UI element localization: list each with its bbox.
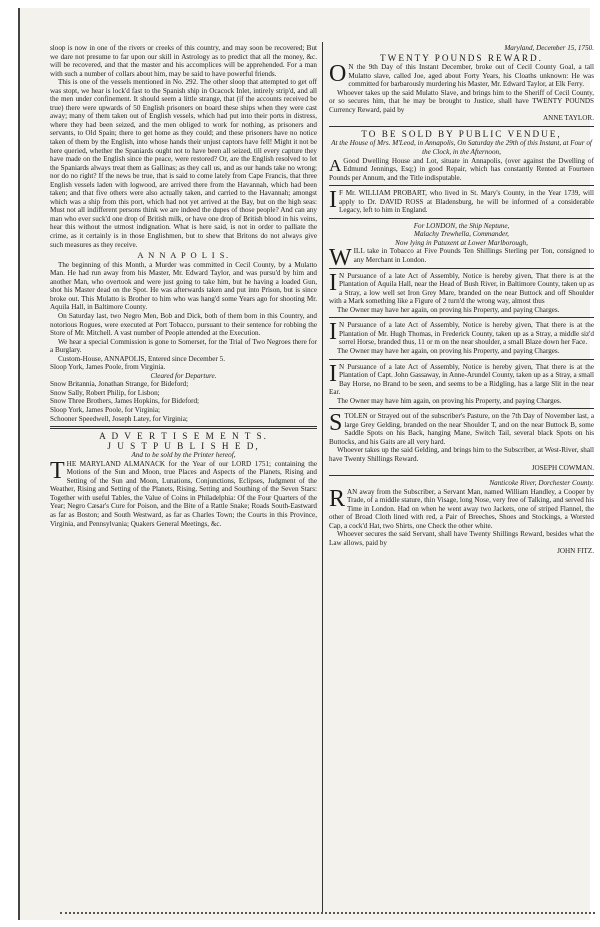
london-ad: WILL take in Tobacco at Five Pounds Ten Shillings Sterling per Ton, consigned to any Merchant in London. bbox=[329, 245, 594, 272]
drop-cap: R bbox=[329, 485, 346, 512]
reward-ad: O N the 9th Day of this Instant December, broke out of Cecil County Goal, a tall Mulatto slave, called Joe, aged about Forty Years, his Cloaths unknown: He was committed for barbarously murdering his Master, Mr. Edward Taylor, at Elk Ferry. bbox=[329, 61, 594, 89]
stolen-signature: JOSEPH COWMAN. bbox=[531, 463, 594, 472]
divider bbox=[329, 268, 594, 269]
london-heading: For LONDON, the Ship Neptune, bbox=[413, 221, 510, 230]
almanack-text: HE MARYLAND ALMANACK for the Year of our LORD 1751; containing the Motions of the Sun and Moon, true Places and Aspects of the Planets, Rising and Setting of the Sun and Moon, Lunations, Conjunctions, Eclipses, Judgment of the Weather, Rising and Setting of the Planets, Rising, Setting and Southing of the Seven Stars: Together with useful Tables, the Value of Coins in Philadelphia: Of the Four Quarters of the Year; Negro Cæsar's Cure for Poison, and the Bite of a Rattle Snake; Roads South-Eastward as far as Boston; and South Westward, as far as Charles Town; the Courts in this Province, Virginia, and Pennsylvania; Quakers General Meetings, &c. bbox=[50, 459, 317, 528]
drop-cap: I bbox=[329, 319, 337, 346]
divider bbox=[329, 317, 594, 318]
stolen-ad: STOLEN or Strayed out of the subscriber's Pasture, on the 7th Day of November last, a large Grey Gelding, branded on the near Shoulder T, and on the near Buttock B, some Saddle Spots on his Back, hanging Mane, Switch Tail, several black Spots on his Buttocks, and his Gaits are all very hard. bbox=[329, 410, 594, 446]
stray-owner: The Owner may have her again, on proving his Property, and paying Charges. bbox=[337, 305, 560, 314]
drop-cap: T bbox=[50, 457, 65, 484]
divider bbox=[329, 126, 594, 127]
cleared-heading: Cleared for Departure. bbox=[150, 371, 217, 380]
vendue-title: TO BE SOLD BY PUBLIC VENDUE, bbox=[361, 128, 562, 139]
reward-whoever: Whoever takes up the said Mulatto Slave, and brings him to the Sheriff of Cecil County, or so secures him, that he may be brought to Justice, shall have TWENTY POUNDS Currency Reward, paid by bbox=[329, 88, 594, 114]
drop-cap: I bbox=[329, 360, 337, 387]
vendue-ad: A Good Dwelling House and Lot, situate in Annapolis, (over against the Dwelling of Edmund Jennings, Esq;) in good Repair, which has constantly Rented at Fourteen Pounds per Annum, and the Title indisputable. bbox=[329, 155, 594, 182]
stray-owner: The Owner may have him again, on proving his Property, and paying Charges. bbox=[337, 396, 562, 405]
divider bbox=[329, 408, 594, 409]
cleared-item: Snow Britannia, Jonathan Strange, for Bideford; bbox=[50, 380, 189, 389]
runaway-signature: JOHN FITZ. bbox=[557, 547, 594, 556]
news-paragraph: The beginning of this Month, a Murder was committed in Cecil County, by a Mulatto Man. He had run away from his Master, Mr. Edward Taylor, and was pursu'd by him and another Man, who overtook and were just going to take him, but he having a loaded Gun, shot his Master dead on the Spot. He was afterwards taken and put into Prison, but is since broke out. This Mulatto is Brother to him who was hang'd some Years ago for shooting Mr. Aquila Hall, in Baltimore County. bbox=[50, 260, 317, 312]
stolen-whoever: Whoever takes up the said Gelding, and brings him to the Subscriber, at West-River, shall have Twenty Shillings Reward. bbox=[329, 446, 594, 463]
divider bbox=[329, 185, 594, 186]
london-location: Now lying in Patuxent at Lower Marlborough, bbox=[395, 238, 528, 247]
drop-cap: I bbox=[329, 187, 337, 214]
cleared-item: Sloop York, James Poole, for Virginia; bbox=[50, 405, 160, 414]
cleared-item: Schooner Speedwell, Joseph Latey, for Virginia; bbox=[50, 414, 188, 423]
divider bbox=[50, 426, 317, 429]
drop-cap: A bbox=[329, 155, 342, 175]
news-paragraph: sloop is now in one of the rivers or creeks of this country, and may soon be recovered; But we dare not presume to far upon our skill in Astrology as to predict that all the money, &c. will be recovered, and that the master and his accomplices will be apprehended. For a man with such a number of collars about him, may be said to have powerful friends. bbox=[50, 44, 317, 78]
news-paragraph: We hear a special Commission is gone to Somerset, for the Trial of Two Negroes there for a Burglary. bbox=[50, 337, 317, 355]
drop-cap: S bbox=[329, 410, 343, 437]
news-paragraph: On Saturday last, two Negro Men, Bob and Dick, both of them born in this Country, and notorious Rogues, were executed at Port Tobacco, pursuant to their sentence for robbing the Store of Mr. Mitchell. A vast number of People attended at the Execution. bbox=[50, 311, 317, 338]
runaway-whoever: Whoever secures the said Servant, shall have Twenty Shillings Reward, besides what the Law allows, paid by bbox=[329, 530, 594, 547]
left-column bbox=[50, 44, 317, 528]
drop-cap: W bbox=[329, 245, 352, 272]
stray-notice: I N Pursuance of a late Act of Assembly, Notice is hereby given, That there is at the Plantation of Capt. John Gassaway, in Anne-Arundel County, taken up as a Stray, a small Bay Horse, no Brand to be seen, and seems to be a Ridgling, has a large Slit in the near Ear. bbox=[329, 360, 594, 397]
drop-cap: O bbox=[329, 61, 347, 88]
advertisements-heading: A D V E R T I S E M E N T S. bbox=[99, 431, 268, 442]
reward-signature: ANNE TAYLOR. bbox=[542, 114, 594, 123]
news-paragraph: This is one of the vessels mentioned in No. 292. The other sloop that attempted to get off was stopt, we hear is lock'd fast to the Spanish ship in Ocacock Inlet, intirely strip'd, and all the men under confinement. It should seem a little strange, that (if the accounts received be true) there were upwards of 50 English prisoners on board these ships when they were cast away; many of them taken out of English vessels, which had put into their ports in distress, where they had been seized, and the men obliged to work for nothing, as prisoners and servants, to Old Spain; there to get home as they could; and these prisoners have no notice taken of them by the English, into whose hands their unjust captors have fell! Might it not be here queried, whether the Spaniards ought not to have been all seized, till every capture they have made on the English since the peace, were restored? Or, are the English resolved to let the Spaniards always treat them as Gallinas; as they call us, and as our hands take no wrong; nor do no right? If the news be true, that is said to come lately from Cape Francis, that three English vessels laden with logwood, are arrived there from the Havannah, which had been taken; and that five others were also actually taken, and carried to the Havannah; amongst which was a ship from this port, which had not yet arrived at the Bay, but on the high seas: Must not all indifferent persons think we are indeed the dupes of those people? And can any man who ever suck'd one drop of British milk, or have one drop of British blood in his veins, hear this without the utmost indignation. What is here said, is not in order to palliate the crime, as it certainly is in those Englishmen, but to shew that Britons do not always give such measures as they receive. bbox=[50, 78, 317, 249]
stray-notice: I N Pursuance of a late Act of Assembly, Notice is hereby given, That there is at the Plantation of Aquila Hall, near the Head of Bush River, in Baltimore County, taken up as a Stray, a low well set Iron Grey Mare, branded on the near Buttock and off Shoulder with a Mark something like a Figure of 2 turn'd the wrong way, almost thus bbox=[329, 269, 594, 306]
bottom-border bbox=[60, 912, 595, 914]
entered-item: Sloop York, James Poole, from Virginia. bbox=[50, 363, 166, 372]
stray-notice: I N Pursuance of a late Act of Assembly, Notice is hereby given, That there is at the Plantation of Mr. Hugh Thomas, in Frederick County, taken up as a Stray, a middle siz'd sorrel Horse, branded thus, 11 or m on the near shoulder, a small Blaze down her Face. bbox=[329, 319, 594, 347]
customs-heading: Custom-House, ANNAPOLIS, Entered since December 5. bbox=[58, 354, 225, 363]
cleared-item: Snow Sally, Robert Philip, for Lisbon; bbox=[50, 388, 160, 397]
drop-cap: I bbox=[329, 269, 337, 296]
divider bbox=[329, 359, 594, 360]
runaway-ad: RAN away from the Subscriber, a Servant Man, named William Handley, a Cooper by Trade, of a middle stature, thin Visage, long Nose, very free of Talking, and served his Time in London. Had on when he went away two Jackets, one of striped Flannel, the other of Broad Cloth lined with red, a Pair of Breeches, Shoes and Stockings, a Worsted Cap, a cock'd Hat, two Shirts, one Check the other white. bbox=[329, 485, 594, 530]
just-published-heading: J U S T P U B L I S H E D, bbox=[107, 440, 260, 451]
newspaper-page bbox=[18, 8, 594, 920]
vendue-subtitle: At the House of Mrs. M'Leod, in Annapolis, On Saturday the 29th of this Instant, at Four of the Clock, in the Afternoon, bbox=[331, 139, 592, 157]
probart-ad: I F Mr. WILLIAM PROBART, who lived in St. Mary's County, in the Year 1739, will apply to Dr. DAVID ROSS at Bladensburg, he will be informed of a considerable Legacy, left to him in England. bbox=[329, 187, 594, 215]
right-column bbox=[329, 44, 594, 556]
divider bbox=[329, 475, 594, 476]
cleared-item: Snow Three Brothers, James Hopkins, for Bideford; bbox=[50, 397, 200, 406]
sold-by-line: And to be sold by the Printer hereof, bbox=[131, 451, 236, 460]
runaway-dateline: Nanticoke River, Dorchester County. bbox=[489, 479, 594, 488]
london-master: Malachy Trewhella, Commander, bbox=[414, 230, 509, 239]
almanack-ad bbox=[50, 457, 317, 528]
annapolis-heading: A N N A P O L I S. bbox=[137, 250, 230, 261]
reward-dateline: Maryland, December 15, 1750. bbox=[504, 44, 594, 52]
stray-owner: The Owner may have her again, on proving his Property, and paying Charges. bbox=[337, 346, 560, 355]
column-rule bbox=[322, 42, 323, 912]
divider bbox=[329, 218, 594, 219]
reward-title: TWENTY POUNDS REWARD. bbox=[380, 52, 543, 63]
